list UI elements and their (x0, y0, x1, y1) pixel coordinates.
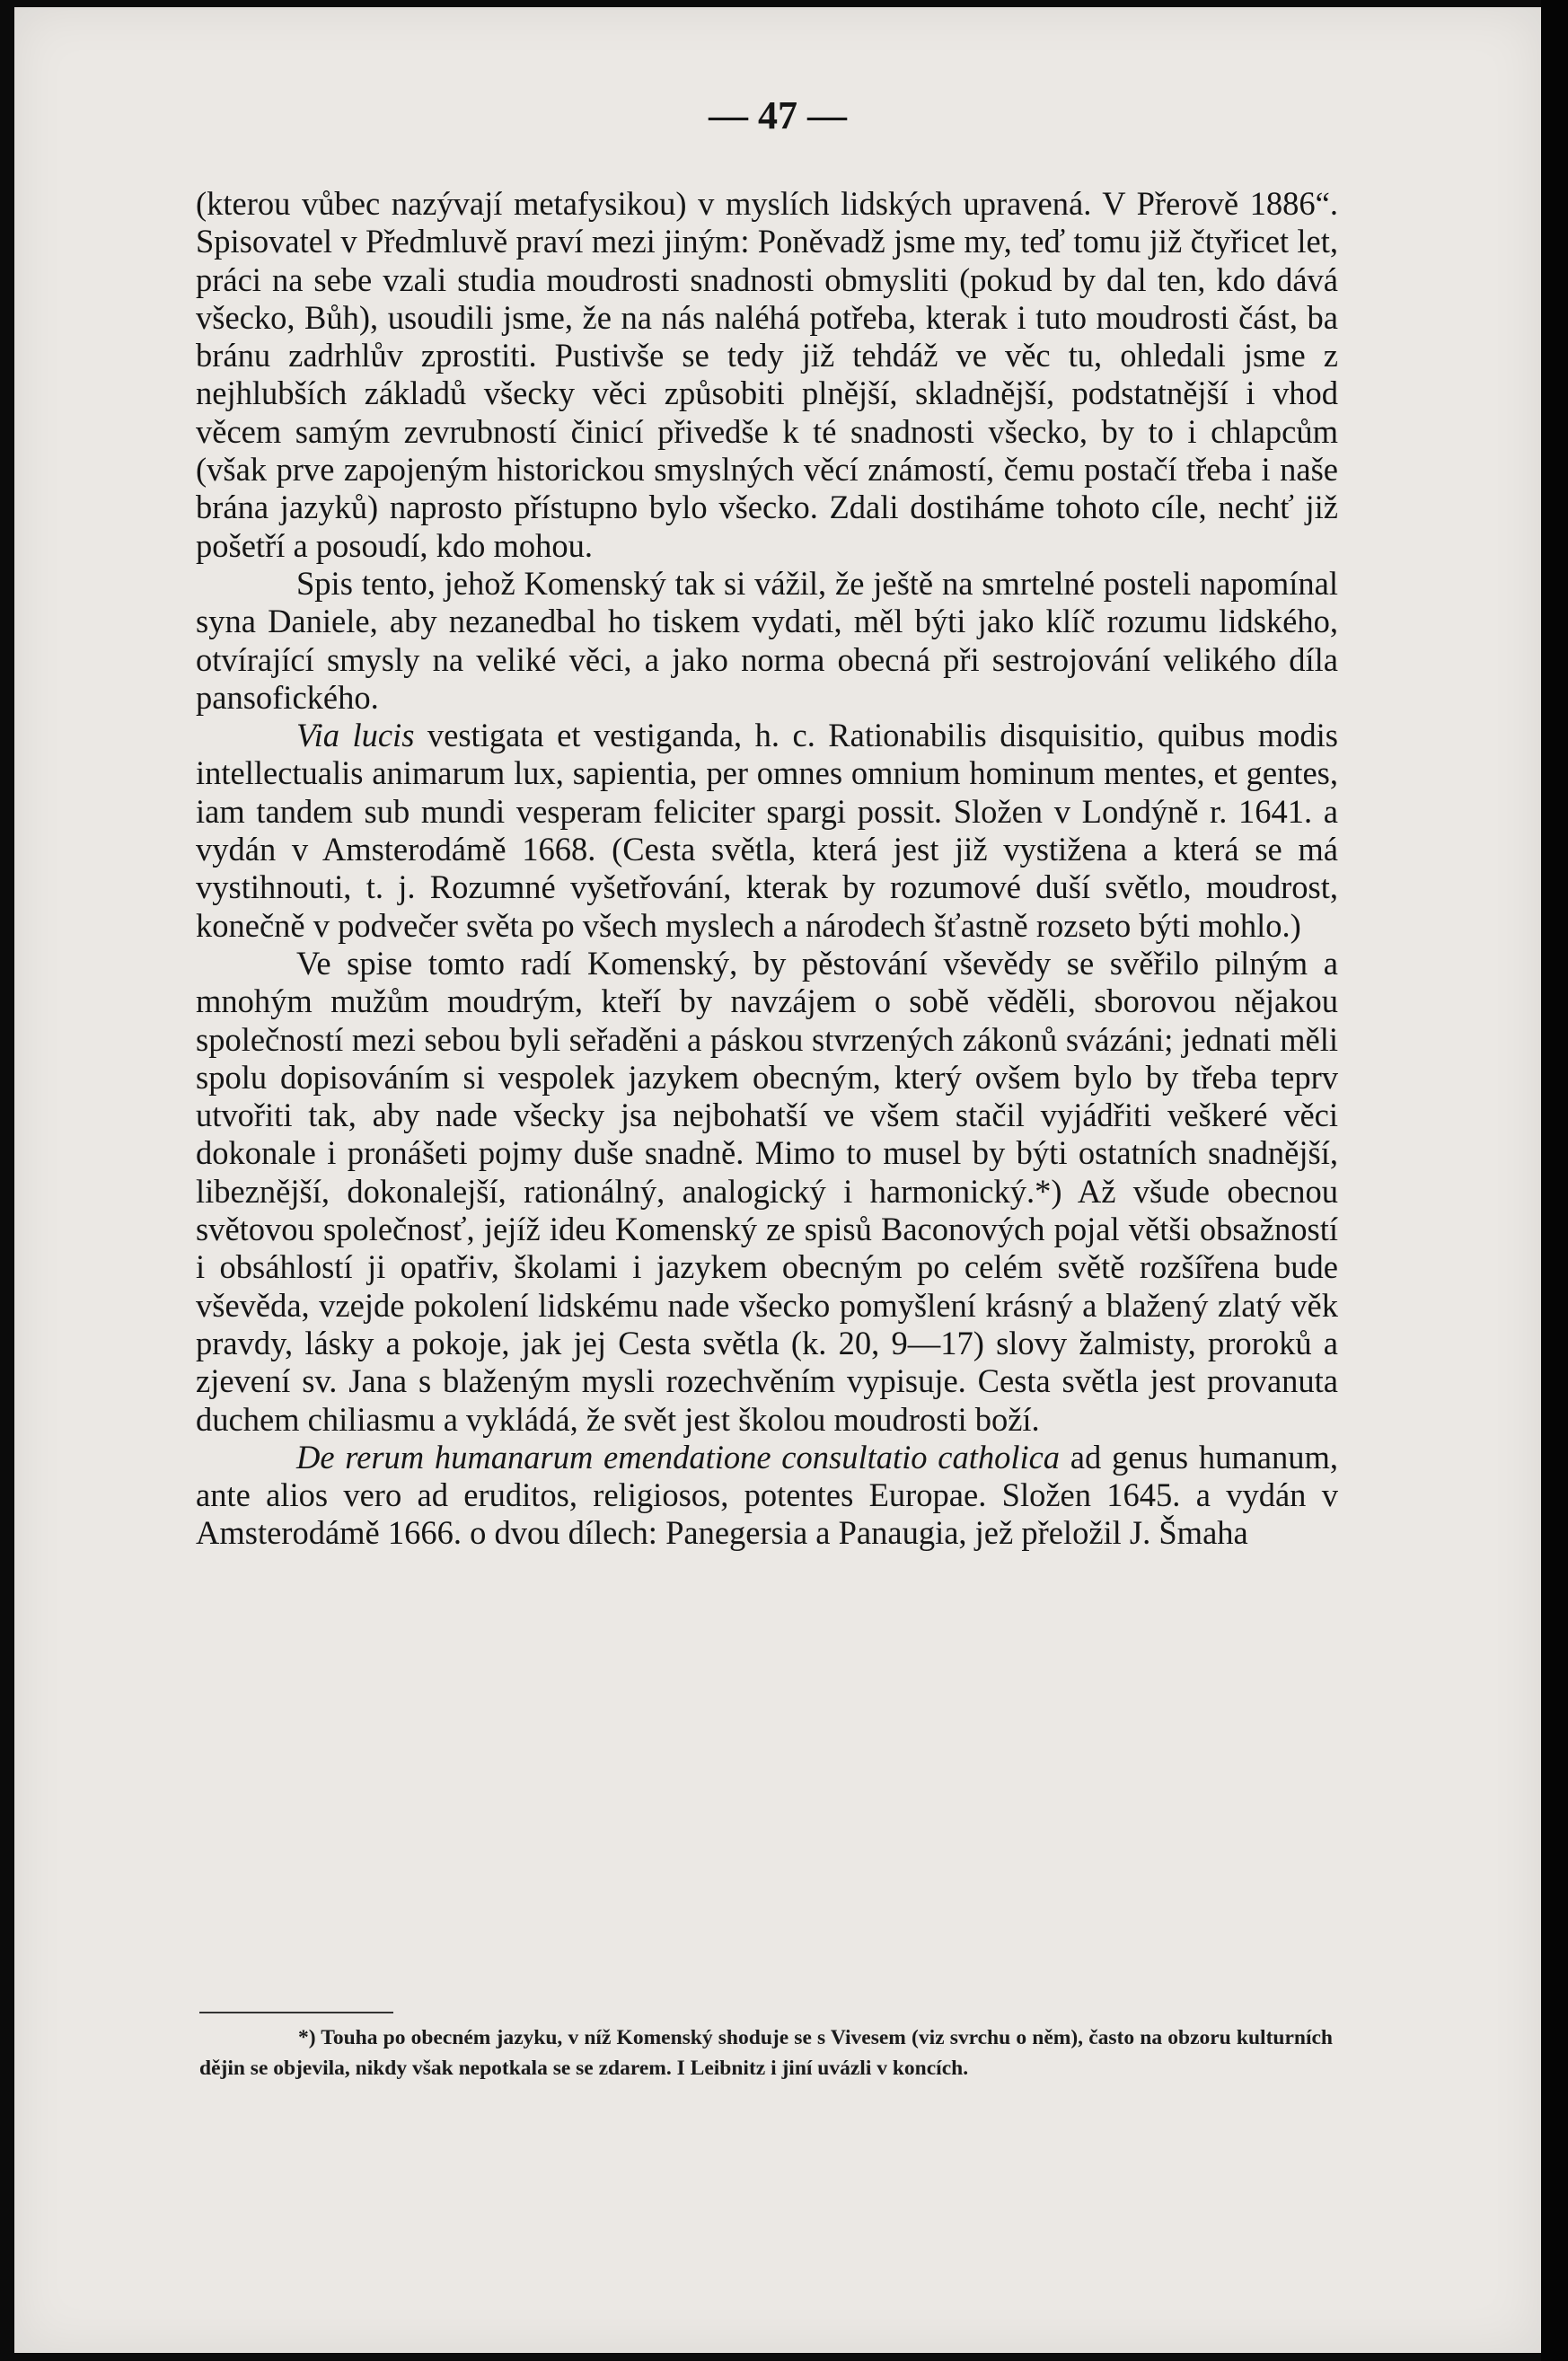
footnote (199, 2022, 1333, 2083)
book-page (14, 7, 1541, 2353)
paragraph-5-text: ad genus humanum, ante alios vero ad eruditos, religiosos, potentes Europae. Složen 1645. a vydán v Amsterodámě 1666. o dvou dílech: Panegersia a Panaugia, jež přeložil J. Šmaha (196, 1438, 1338, 1552)
paragraph-3-text: vestigata et vestiganda, h. c. Rationabilis disquisitio, quibus modis intellectualis animarum lux, sapientia, per omnes omnium hominum mentes, et gentes, iam tandem sub mundi vesperam feliciter spargi possit. Složen v Londýně r. 1641. a vydán v Amsterodámě 1668. (Cesta světla, která jest již vystižena a která se má vystihnouti, t. j. Rozumné vyšetřování, kterak by rozumové duší světlo, moudrost, konečně v podvečer světa po všech myslech a národech šťastně rozseto býti mohlo.) (196, 717, 1338, 944)
paragraph-3-title: Via lucis (296, 717, 415, 754)
footnote-text: *) Touha po obecném jazyku, v níž Komenský shoduje se s Vivesem (viz svrchu o něm), často na obzoru kulturních dějin se objevila, nikdy však nepotkala se se zdarem. I Leibnitz i jiní uvázli v koncích. (199, 2026, 1333, 2080)
paragraph-5-title: De rerum humanarum emendatione consultatio catholica (296, 1438, 1061, 1476)
paragraph-3 (196, 717, 1338, 945)
body-text (196, 185, 1338, 1553)
paragraph-4: Ve spise tomto radí Komenský, by pěstování vševědy se svěřilo pilným a mnohým mužům moudrým, kteří by navzájem o sobě věděli, sborovou nějakou společností mezi sebou byli seřaděni a páskou stvrzených zákonů svázáni; jednati měli spolu dopisováním si vespolek jazykem obecným, který ovšem bylo by třeba teprv utvořiti tak, aby nade všecky jsa nejbohatší ve všem stačil vyjádřiti veškeré věci dokonale i pronášeti pojmy duše snadně. Mimo to musel by býti ostatních snadnější, libeznější, dokonalejší, rationálný, analogický i harmonický.*) Až všude obecnou světovou společnosť, jejíž ideu Komenský ze spisů Baconových pojal větši obsažností i obsáhlostí ji opatřiv, školami i jazykem obecným po celém světě rozšířena bude vševěda, vzejde pokolení lidskému nade všecko pomyšlení krásný a blažený zlatý věk pravdy, lásky a pokoje, jak jej Cesta světla (k. 20, 9—17) slovy žalmisty, proroků a zjevení sv. Jana s blaženým mysli rozechvěním vypisuje. Cesta světla jest provanuta duchem chiliasmu a vykládá, že svět jest školou moudrosti boží. (196, 944, 1338, 1438)
footnote-rule (199, 2012, 393, 2013)
paragraph-1: (kterou vůbec nazývají metafysikou) v myslích lidských upravená. V Přerově 1886“. Spisovatel v Předmluvě praví mezi jiným: Poněvadž jsme my, teď tomu již čtyřicet let, práci na sebe vzali studia moudrosti snadnosti obmysliti (pokud by dal ten, kdo dává všecko, Bůh), usoudili jsme, že na nás naléhá potřeba, kterak i tuto moudrosti část, ba bránu zadrhlův zprostiti. Pustivše se tedy již tehdáž ve věc tu, ohledali jsme z nejhlubších základů všecky věci způsobiti plnější, skladnější, podstatnější i vhod věcem samým zevrubností činicí přivedše k té snadnosti všecko, by to i chlapcům (však prve zapojeným historickou smyslných věcí známostí, čemu postačí třeba i naše brána jazyků) naprosto přístupno bylo všecko. Zdali dostiháme tohoto cíle, nechť již pošetří a posoudí, kdo mohou. (196, 185, 1338, 564)
page-number: — 47 — (709, 93, 847, 137)
paragraph-2: Spis tento, jehož Komenský tak si vážil, že ještě na smrtelné posteli napomínal syna Daniele, aby nezanedbal ho tiskem vydati, měl býti jako klíč rozumu lidského, otvírající smysly na veliké věci, a jako norma obecná při sestrojování velikého díla pansofického. (196, 564, 1338, 716)
book-spine-shadow (1541, 0, 1568, 2361)
paragraph-5 (196, 1439, 1338, 1553)
